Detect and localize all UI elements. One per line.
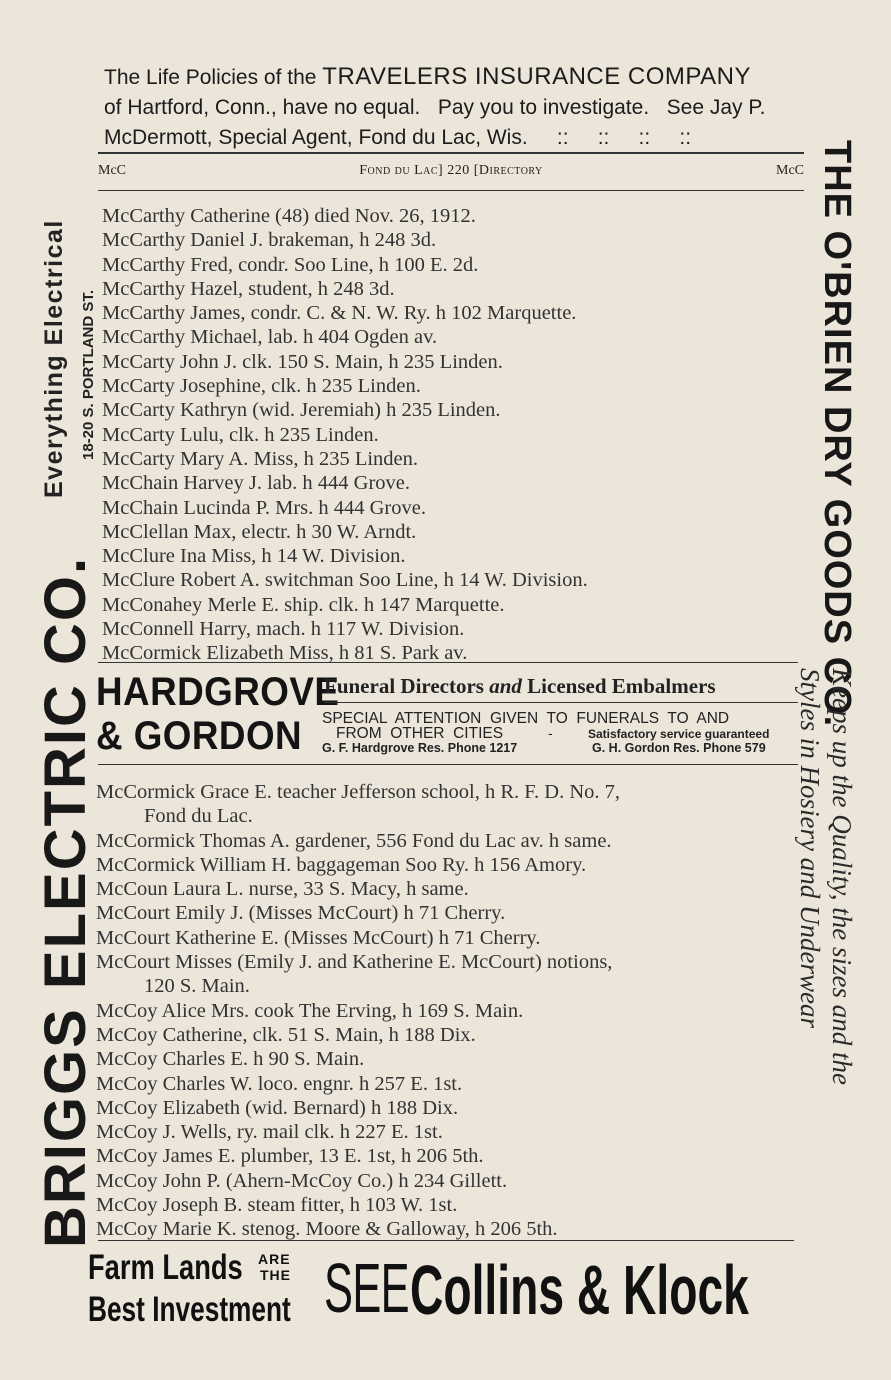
page-header bbox=[98, 152, 804, 191]
insurance-company-name: TRAVELERS INSURANCE COMPANY bbox=[322, 63, 751, 90]
directory-entry: McCarty Kathryn (wid. Jeremiah) h 235 Linden. bbox=[102, 399, 501, 422]
directory-entry: McClellan Max, electr. h 30 W. Arndt. bbox=[102, 520, 417, 543]
directory-entry-continuation: Fond du Lac. bbox=[144, 805, 253, 828]
directory-entry: McCoy Joseph B. steam fitter, h 103 W. 1st. bbox=[96, 1194, 458, 1217]
tagline-underline bbox=[324, 702, 798, 703]
directory-entry: McCarthy Daniel J. brakeman, h 248 3d. bbox=[102, 229, 437, 252]
directory-entry: McCoy James E. plumber, 13 E. 1st, h 206 5th. bbox=[96, 1145, 484, 1168]
obrien-slogan-line-2: Styles in Hosiery and Underwear bbox=[795, 668, 825, 1028]
directory-entry: McCarthy Catherine (48) died Nov. 26, 1912. bbox=[102, 205, 476, 227]
directory-entry: McConahey Merle E. ship. clk. h 147 Marquette. bbox=[102, 593, 505, 616]
funeral-ad-from-other: FROM OTHER CITIES bbox=[336, 725, 504, 742]
tagline-and: and bbox=[489, 674, 522, 698]
insurance-ad bbox=[104, 62, 804, 153]
directory-entry: McCarty John J. clk. 150 S. Main, h 235 Linden. bbox=[102, 350, 503, 373]
directory-entry: McCoy Alice Mrs. cook The Erving, h 169 S. Main. bbox=[96, 999, 524, 1022]
the-text: THE bbox=[260, 1267, 291, 1283]
directory-entry: McCormick Elizabeth Miss, h 81 S. Park av. bbox=[102, 642, 468, 665]
directory-entry: McCoy J. Wells, ry. mail clk. h 227 E. 1st. bbox=[96, 1121, 443, 1144]
directory-entry: McCarty Josephine, clk. h 235 Linden. bbox=[102, 375, 421, 398]
directory-entries-bottom bbox=[96, 780, 786, 1242]
tagline-text-2: Licensed Embalmers bbox=[521, 674, 716, 698]
funeral-ad-name-2: & GORDON bbox=[96, 714, 303, 758]
briggs-electric-name: BRIGGS ELECTRIC CO. bbox=[33, 555, 98, 1248]
insurance-ad-line-1 bbox=[104, 62, 804, 93]
briggs-electric-address: 18-20 S. PORTLAND ST. bbox=[80, 289, 97, 460]
funeral-ad bbox=[96, 668, 796, 760]
directory-entry: McCarthy James, condr. C. & N. W. Ry. h 102 Marquette. bbox=[102, 302, 577, 325]
funeral-ad-name-1: HARDGROVE bbox=[96, 670, 340, 714]
obrien-dry-goods-name: THE O'BRIEN DRY GOODS CO. bbox=[816, 140, 858, 728]
hardgrove-phone: G. F. Hardgrove Res. Phone 1217 bbox=[322, 741, 518, 755]
directory-entry: McCoy John P. (Ahern-McCoy Co.) h 234 Gillett. bbox=[96, 1169, 508, 1192]
directory-entry: McCormick Thomas A. gardener, 556 Fond du Lac av. h same. bbox=[96, 829, 612, 852]
directory-entry: McCoy Marie K. stenog. Moore & Galloway, h 206 5th. bbox=[96, 1218, 558, 1241]
header-right-key: McC bbox=[776, 163, 804, 178]
directory-entry: McCoy Charles W. loco. engnr. h 257 E. 1st. bbox=[96, 1072, 463, 1095]
directory-entry: McCoun Laura L. nurse, 33 S. Macy, h same. bbox=[96, 878, 469, 901]
directory-entry: McCoy Elizabeth (wid. Bernard) h 188 Dix. bbox=[96, 1096, 459, 1119]
funeral-ad-dash: - bbox=[548, 725, 553, 741]
tagline-text: Funeral Directors bbox=[324, 674, 490, 698]
directory-entry: McCourt Katherine E. (Misses McCourt) h 71 Cherry. bbox=[96, 926, 541, 949]
are-text: ARE bbox=[258, 1251, 291, 1267]
collins-klock-name: Collins & Klock bbox=[410, 1251, 749, 1329]
funeral-ad-special: SPECIAL ATTENTION GIVEN TO FUNERALS TO AND bbox=[322, 710, 730, 727]
directory-entry: McChain Harvey J. lab. h 444 Grove. bbox=[102, 472, 411, 495]
best-investment-text: Best Investment bbox=[88, 1290, 291, 1329]
insurance-ad-line-2: of Hartford, Conn., have no equal. Pay you to investigate. See Jay P. bbox=[104, 96, 766, 119]
directory-entry: McCarty Mary A. Miss, h 235 Linden. bbox=[102, 447, 419, 470]
divider-rule bbox=[98, 764, 798, 765]
funeral-ad-tagline bbox=[324, 674, 798, 699]
collins-klock-ad bbox=[88, 1246, 794, 1346]
funeral-ad-satisfactory: Satisfactory service guaranteed bbox=[588, 727, 770, 741]
directory-entry: McCoy Charles E. h 90 S. Main. bbox=[96, 1048, 365, 1071]
directory-entry: McConnell Harry, mach. h 117 W. Division. bbox=[102, 618, 465, 641]
directory-entry: McCourt Emily J. (Misses McCourt) h 71 Cherry. bbox=[96, 902, 506, 925]
header-center: Fond du Lac] 220 [Directory bbox=[359, 163, 543, 178]
obrien-slogan-line-1: Keeps up the Quality, the sizes and the bbox=[827, 668, 857, 1085]
directory-entry: McCarty Lulu, clk. h 235 Linden. bbox=[102, 423, 379, 446]
directory-entry: McClure Ina Miss, h 14 W. Division. bbox=[102, 545, 406, 568]
directory-entry: McCoy Catherine, clk. 51 S. Main, h 188 Dix. bbox=[96, 1023, 476, 1046]
header-left-key: McC bbox=[98, 163, 126, 178]
farm-lands-text: Farm Lands bbox=[88, 1248, 243, 1287]
directory-entry: McCarthy Fred, condr. Soo Line, h 100 E. 2d. bbox=[102, 253, 479, 276]
directory-entry: McCormick Grace E. teacher Jefferson school, h R. F. D. No. 7, bbox=[96, 781, 621, 803]
directory-entry: McCourt Misses (Emily J. and Katherine E. McCourt) notions, bbox=[96, 951, 613, 974]
directory-entry: McCormick William H. baggageman Soo Ry. h 156 Amory. bbox=[96, 853, 587, 876]
briggs-electric-slogan: Everything Electrical bbox=[40, 219, 68, 498]
gordon-phone: G. H. Gordon Res. Phone 579 bbox=[592, 741, 766, 755]
directory-entry: McCarthy Michael, lab. h 404 Ogden av. bbox=[102, 326, 438, 349]
directory-entry: McChain Lucinda P. Mrs. h 444 Grove. bbox=[102, 496, 426, 519]
insurance-ad-line-3: McDermott, Special Agent, Fond du Lac, Wis. :: :: :: :: bbox=[104, 126, 692, 149]
divider-rule bbox=[98, 1240, 794, 1241]
directory-entry: McCarthy Hazel, student, h 248 3d. bbox=[102, 277, 395, 300]
insurance-ad-text: The Life Policies of the bbox=[104, 66, 323, 89]
directory-entry: McClure Robert A. switchman Soo Line, h 14 W. Division. bbox=[102, 569, 588, 592]
directory-entry-continuation: 120 S. Main. bbox=[144, 975, 250, 998]
divider-rule bbox=[98, 662, 798, 663]
see-text: SEE bbox=[324, 1249, 409, 1327]
directory-entries-top bbox=[102, 204, 792, 666]
